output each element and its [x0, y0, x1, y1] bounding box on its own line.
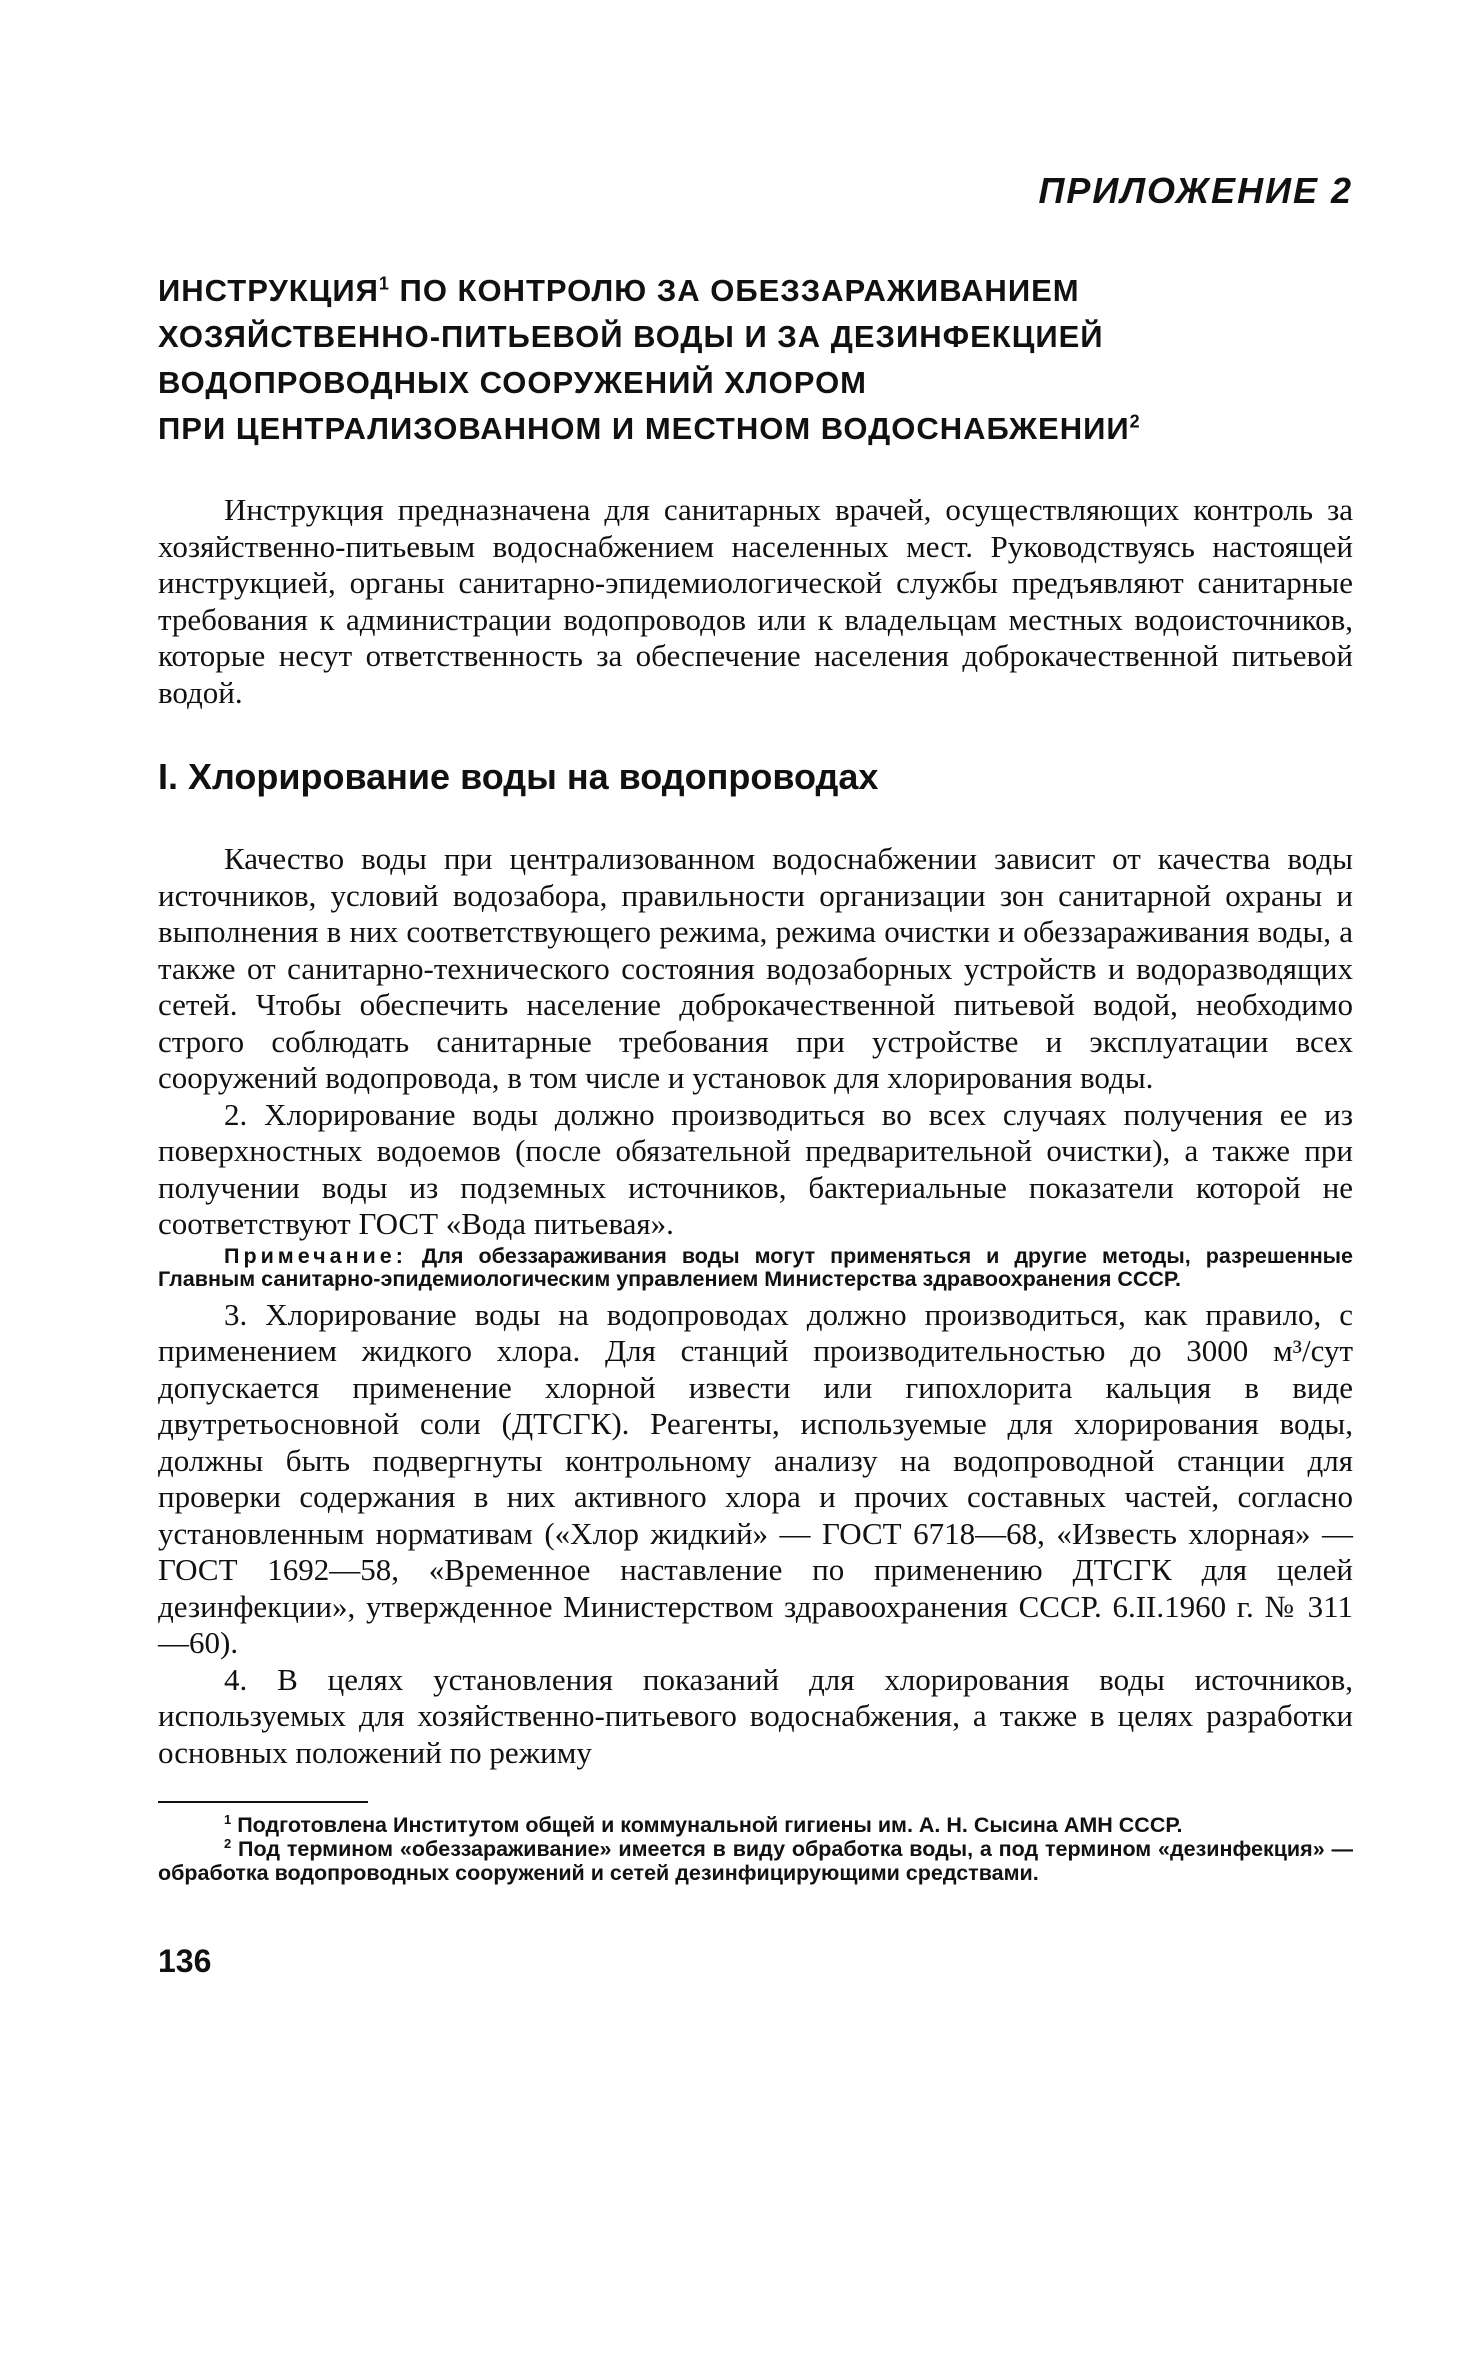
title-line-2: ХОЗЯЙСТВЕННО-ПИТЬЕВОЙ ВОДЫ И ЗА ДЕЗИНФЕКЦИЕЙ [158, 319, 1104, 354]
footnote-1-text: Подготовлена Институтом общей и коммунальной гигиены им. А. Н. Сысина АМН СССР. [231, 1813, 1183, 1837]
paragraph-4: 4. В целях установления показаний для хлорирования воды источников, используемых для хозяйственно-питьевого водоснабжения, а также в целях разработки основных положений по режиму [158, 1661, 1353, 1770]
paragraph-1: Качество воды при централизованном водоснабжении зависит от качества воды источников, условий водозабора, правильности организации зон санитарной охраны и выполнения в них соответствующего режима, режима очистки и обеззараживания воды, а также от санитарно-технического состояния водозаборных устройств и водоразводящих сетей. Чтобы обеспечить население доброкачественной питьевой водой, необходимо строго соблюдать санитарные требования при устройстве и эксплуатации всех сооружений водопровода, в том числе и установок для хлорирования воды. [158, 841, 1353, 1095]
note-text: Для обеззараживания воды могут применяться и другие методы, разрешенные Главным санитарно-эпидемиологическим управлением Министерства здравоохранения СССР. [158, 1243, 1353, 1291]
title-footnote-mark-2: 2 [1129, 411, 1141, 432]
footnote-1 [158, 1813, 1353, 1837]
intro-paragraph: Инструкция предназначена для санитарных врачей, осуществляющих контроль за хозяйственно-питьевым водоснабжением населенных мест. Руководствуясь настоящей инструкцией, органы санитарно-эпидемиологической службы предъявляют санитарные требования к администрации водопроводов или к владельцам местных водоисточников, которые несут ответственность за обеспечение населения доброкачественной питьевой водой. [158, 492, 1353, 710]
page-number: 136 [158, 1943, 212, 1979]
appendix-label: ПРИЛОЖЕНИЕ 2 [1038, 170, 1353, 211]
document-page [158, 170, 1353, 1980]
paragraph-2: 2. Хлорирование воды должно производиться во всех случаях получения ее из поверхностных водоемов (после обязательной предварительной очистки), а также при получении воды из подземных источников, бактериальные показатели которой не соответствуют ГОСТ «Вода питьевая». [158, 1096, 1353, 1241]
title-line-1-b: ПО КОНТРОЛЮ ЗА ОБЕЗЗАРАЖИВАНИЕМ [389, 273, 1080, 308]
note-paragraph [158, 1245, 1353, 1291]
section-heading: I. Хлорирование воды на водопроводах [158, 756, 879, 797]
footnote-divider [158, 1801, 368, 1803]
document-title [158, 268, 1353, 452]
title-footnote-mark-1: 1 [378, 273, 390, 294]
title-line-1-a: ИНСТРУКЦИЯ [158, 273, 379, 308]
title-line-4-text: ПРИ ЦЕНТРАЛИЗОВАННОМ И МЕСТНОМ ВОДОСНАБЖЕНИИ [158, 411, 1130, 446]
title-line-4 [158, 406, 1353, 452]
title-line-3: ВОДОПРОВОДНЫХ СООРУЖЕНИЙ ХЛОРОМ [158, 365, 868, 400]
footnote-2-mark: 2 [224, 1835, 232, 1851]
footnote-1-mark: 1 [224, 1811, 232, 1827]
footnote-2-text: Под термином «обеззараживание» имеется в виду обработка воды, а под термином «дезинфекция» — обработка водопроводных сооружений и сетей дезинфицирующими средствами. [158, 1837, 1353, 1885]
paragraph-3: 3. Хлорирование воды на водопроводах должно производиться, как правило, с применением жидкого хлора. Для станций производительностью до 3000 м³/сут допускается применение хлорной извести или гипохлорита кальция в виде двутретьосновной соли (ДТСГК). Реагенты, используемые для хлорирования воды, должны быть подвергнуты контрольному анализу на водопроводной станции для проверки содержания в них активного хлора и прочих составных частей, согласно установленным нормативам («Хлор жидкий» — ГОСТ 6718—68, «Известь хлорная» — ГОСТ 1692—58, «Временное наставление по применению ДТСГК для целей дезинфекции», утвержденное Министерством здравоохранения СССР. 6.II.1960 г. № 311—60). [158, 1296, 1353, 1660]
note-label: Примечание: [224, 1243, 407, 1268]
footnote-2 [158, 1837, 1353, 1885]
title-line-1 [158, 268, 1353, 314]
